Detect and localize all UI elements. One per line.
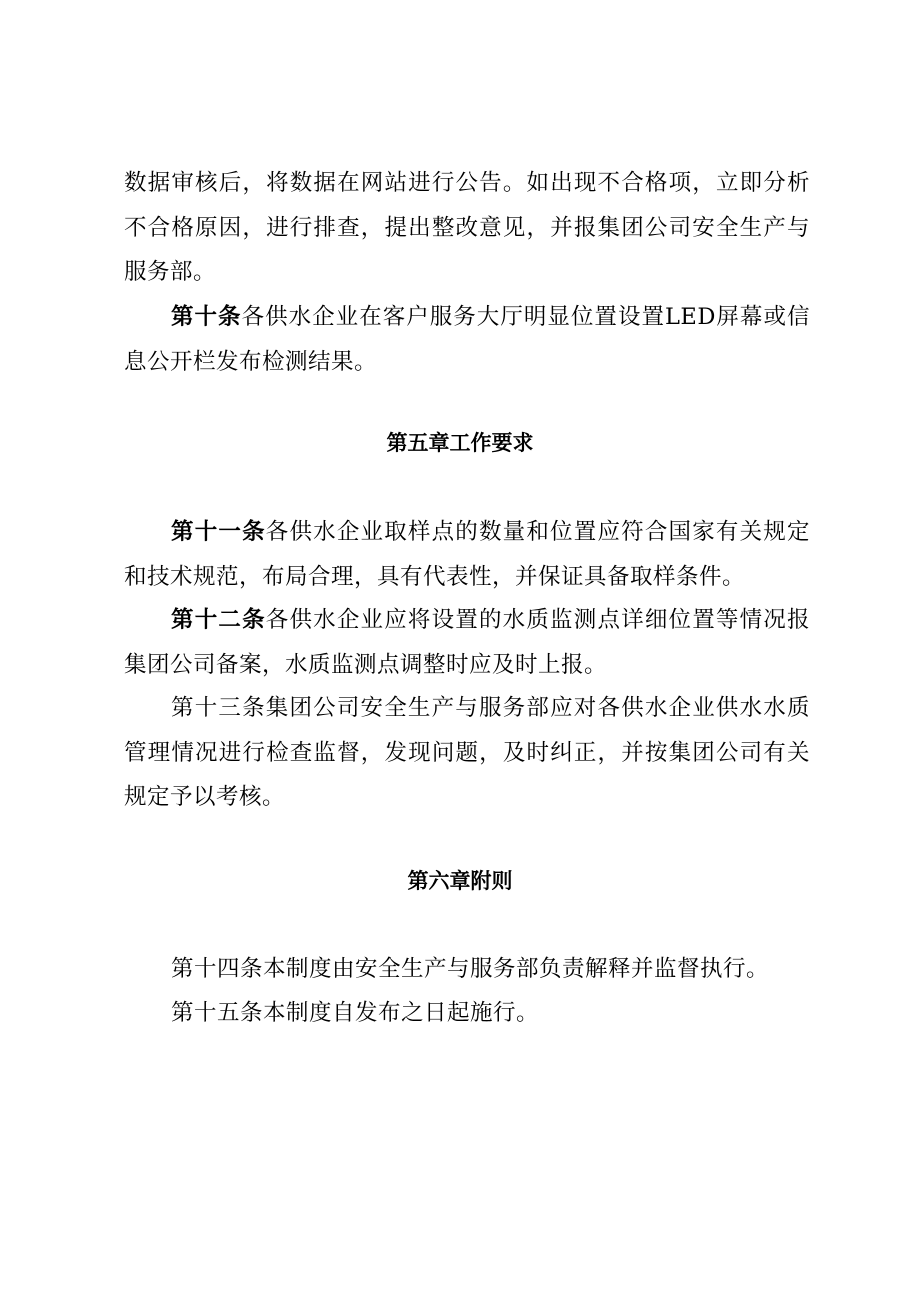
article-label: 第十条: [171, 304, 242, 330]
article-label: 第十一条: [171, 519, 266, 545]
article-text: 各供水企业取样点的数量和位置应符合国家有关规定和技术规范，布局合理，具有代表性，并保证具备取样条件。: [124, 519, 810, 590]
article-text: 各供水企业在客户服务大厅明显位置设置LED屏幕或信息公开栏发布检测结果。: [124, 304, 810, 375]
article-text: 第十五条本制度自发布之日起施行。: [171, 1000, 540, 1026]
paragraph-continuation: [124, 161, 810, 295]
chapter-heading-6: 第六章附则: [407, 869, 513, 893]
article-text: 第十四条本制度由安全生产与服务部负责解释并监督执行。: [171, 956, 770, 982]
article-13: [124, 686, 810, 820]
article-15: [124, 991, 810, 1036]
chapter-heading-5: 第五章工作要求: [386, 431, 534, 455]
paragraph-text: 数据审核后，将数据在网站进行公告。如出现不合格项，立即分析不合格原因，进行排查，提出整改意见，并报集团公司安全生产与服务部。: [124, 170, 810, 285]
article-text: 各供水企业应将设置的水质监测点详细位置等情况报集团公司备案，水质监测点调整时应及时上报。: [124, 607, 810, 678]
article-11: [124, 510, 810, 599]
article-10: [124, 295, 810, 384]
article-text: 第十三条集团公司安全生产与服务部应对各供水企业供水水质管理情况进行检查监督，发现问题，及时纠正，并按集团公司有关规定予以考核。: [124, 695, 810, 810]
article-12: [124, 598, 810, 687]
article-label: 第十二条: [171, 607, 266, 633]
article-14: [124, 947, 810, 992]
